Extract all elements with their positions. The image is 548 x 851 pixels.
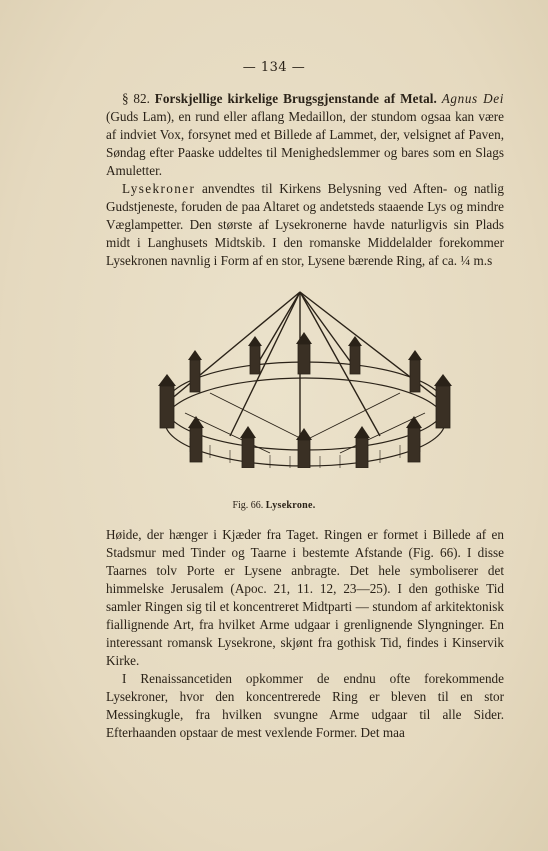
- agnus-dei-text: (Guds Lam), en rund eller aflang Medaillon, der stundom ogsaa kan være af indviet Vox, forsynet med et Billede af Lammet, der, velsignet af Paven, Søndag efter Paaske uddeltes til Menighedslemmer og bares som en Slags Amuletter.: [106, 109, 504, 178]
- figure-title: Lysekrone.: [265, 500, 316, 511]
- lysekroner-text: anvendtes til Kirkens Belysning ved Aften- og natlig Gudstjeneste, foruden de paa Altaret og andetsteds staaende Lys og mindre Væglampetter. Den største af Lysekronerne havde naturligvis sin Plads midt i Langhusets Midtskib. I den romanske Middelalder forekommer Lysekronen navnlig i Form af en stor, Lysene bærende Ring, af ca. ¼ m.s: [106, 181, 504, 268]
- page-number: — 134 —: [242, 60, 306, 75]
- section-title: Forskjellige kirkelige Brugsgjenstande af Metal.: [154, 91, 437, 106]
- chandelier-illustration: [150, 288, 460, 468]
- lysekroner-paragraph: [106, 180, 504, 270]
- figure-caption: [0, 500, 548, 511]
- bottom-text-block: [106, 526, 504, 742]
- section-number: § 82.: [122, 91, 150, 106]
- continuation-paragraph: Høide, der hænger i Kjæder fra Taget. Ringen er formet i Billede af en Stadsmur med Tinder og Taarne i bestemte Afstande (Fig. 66). I disse Taarnes tolv Porte er Lysene anbragte. Det hele symboliserer det himmelske Jerusalem (Apoc. 21, 11. 12, 23—25). I den gothiske Tid samler Ringen sig til et koncentreret Midtparti — stundom af arkitektonisk fiallignende Art, fra hvilket Arme udgaar i grenlignende Slyngninger. En interessant romansk Lysekrone, skjønt fra gothisk Tid, findes i Kinservik Kirke.: [106, 527, 504, 668]
- renaissance-paragraph: I Renaissancetiden opkommer de endnu ofte forekommende Lysekroner, hvor den koncentrerede Ring er bleven til en stor Messingkugle, fra hvilken svungne Arme udgaar til alle Sider. Efterhaanden opstaar de mest vexlende Former. Det maa: [106, 671, 504, 740]
- lysekroner-term: Lysekroner: [122, 181, 196, 196]
- figure-number: Fig. 66.: [232, 500, 264, 511]
- top-text-block: [106, 90, 504, 270]
- section-heading-paragraph: [106, 90, 504, 180]
- agnus-dei-term: Agnus Dei: [441, 91, 504, 106]
